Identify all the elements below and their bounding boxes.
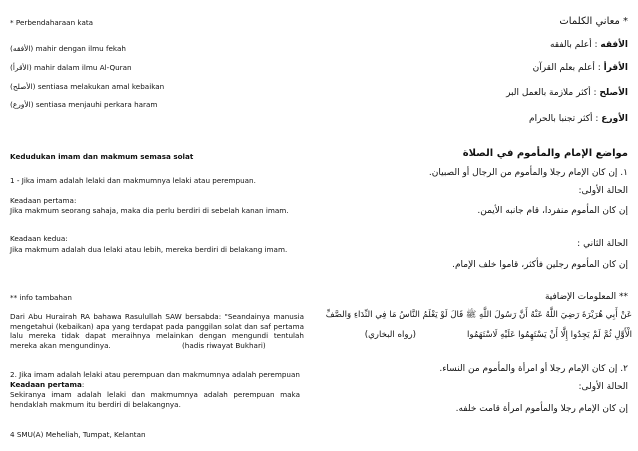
ar-vocab-item-aslah <box>506 88 628 98</box>
vocab-meaning: mahir dengan ilmu fekah <box>33 44 126 53</box>
ar-case1-first-label: الحالة الأولى: <box>578 186 628 196</box>
case2-first-text: Sekiranya imam adalah lelaki dan makmumnya adalah perempuan maka hendaklah makmum itu berdiri di belakangnya. <box>10 390 300 409</box>
vocab-term: (الأصلح) <box>10 82 36 91</box>
ar-vocab-sep: : <box>591 40 601 50</box>
ar-hadith-line-1: عَنْ أَبِي هُرَيْرَةَ رَضِيَ اللَّهُ عَنْهُ أَنَّ رَسُولَ اللَّهِ ﷺ قَالَ لَوْ يَعْلَمُ النَّاسُ مَا فِي النِّدَاءِ وَالصَّفِّ <box>325 310 632 320</box>
case2-first-label-colon: : <box>81 380 85 389</box>
ar-vocab-meaning: أعلم بعلم القرآن <box>532 63 595 73</box>
ar-case1-first-text: إن كان المأموم منفردا، قام جانبه الأيمن. <box>477 206 628 216</box>
hadith-translation: Dari Abu Hurairah RA bahawa Rasulullah SAW bersabda: "Seandainya manusia mengetahui (kebaikan) apa yang terdapat pada panggilan solat dan saf pertama lalu mereka tidak dapat meraihnya melainkan dengan mengundi tentulah mereka akan mengundinya. <box>10 312 304 350</box>
case2-first-label-text: Keadaan pertama <box>10 380 82 389</box>
ar-info-title: ** المعلومات الإضافية <box>544 292 628 302</box>
case1-first-text: Jika makmum seorang sahaja, maka dia perlu berdiri di sebelah kanan imam. <box>10 206 289 215</box>
vocab-meaning: sentiasa melakukan amal kebaikan <box>35 82 165 91</box>
case1-second-text: Jika makmum adalah dua lelaki atau lebih, mereka berdiri di belakang imam. <box>10 245 288 254</box>
ar-case1-second-label: الحالة الثاني : <box>577 239 628 249</box>
ar-vocab-sep: : <box>590 88 600 98</box>
ar-vocab-term: الأفقه <box>600 40 628 50</box>
vocab-item-aslah <box>10 82 164 92</box>
hadith-source: (hadis riwayat Bukhari) <box>182 341 266 350</box>
case1-second-label: Keadaan kedua: <box>10 234 68 243</box>
ar-case1-second-text: إن كان المأموم رجلين فأكثر، قاموا خلف الإمام. <box>452 260 628 270</box>
vocab-term: (الأورع) <box>10 100 34 109</box>
vocab-term: (الأفقه) <box>10 44 34 53</box>
ar-vocab-term: الأصلح <box>599 88 628 98</box>
ar-case2-first-text: إن كان الإمام رجلا والمأموم امرأة قامت خلفه. <box>455 404 628 414</box>
ar-vocab-term: الأقرأ <box>603 63 628 73</box>
ar-section-title: مواضع الإمام والمأموم في الصلاة <box>462 148 628 159</box>
vocab-item-aqra <box>10 63 132 73</box>
ar-hadith-line-2: الْأَوَّلِ ثُمَّ لَمْ يَجِدُوا إِلَّا أَنْ يَسْتَهِمُوا عَلَيْهِ لَاسْتَهَمُوا <box>467 330 632 340</box>
ar-vocab-heading: * معاني الكلمات <box>559 16 628 27</box>
vocab-item-afqah <box>10 44 126 54</box>
vocab-term: (الأقرأ) <box>10 63 32 72</box>
case2-first-label <box>10 380 84 390</box>
ar-case2: ٢. إن كان الإمام رجلا أو امرأة والمأموم من النساء. <box>439 364 628 374</box>
case2-intro: 2. Jika imam adalah lelaki atau perempuan dan makmumnya adalah perempuan <box>10 370 300 379</box>
ar-case1: ١. إن كان الإمام رجلا والمأموم من الرجال أو الصبيان. <box>428 168 628 178</box>
ar-vocab-meaning: أكثر ملازمة بالعمل البر <box>506 88 591 98</box>
vocab-meaning: mahir dalam ilmu Al-Quran <box>31 63 132 72</box>
info-title: ** info tambahan <box>10 293 72 302</box>
ar-hadith-source: (رواه البخاري) <box>364 330 416 340</box>
vocab-item-awra <box>10 100 157 110</box>
ar-vocab-meaning: أعلم بالفقه <box>549 40 592 50</box>
case1-first-label: Keadaan pertama: <box>10 196 77 205</box>
ar-vocab-sep: : <box>592 114 602 124</box>
ar-vocab-term: الأورع <box>601 114 628 124</box>
vocab-heading: * Perbendaharaan kata <box>10 18 94 27</box>
ar-vocab-item-aqra <box>533 63 628 73</box>
ar-vocab-item-awra <box>529 114 628 124</box>
ar-case2-first-label: الحالة الأولى: <box>578 382 628 392</box>
ar-vocab-sep: : <box>594 63 604 73</box>
ar-vocab-item-afqah <box>550 40 628 50</box>
section-title: Kedudukan imam dan makmum semasa solat <box>10 152 194 161</box>
case1-intro: 1 - Jika imam adalah lelaki dan makmumnya lelaki atau perempuan. <box>10 176 256 185</box>
ar-vocab-meaning: أكثر تجنبا بالحرام <box>529 114 593 124</box>
page-footer: 4 SMU(A) Meheliah, Tumpat, Kelantan <box>10 430 146 439</box>
vocab-meaning: sentiasa menjauhi perkara haram <box>33 100 158 109</box>
